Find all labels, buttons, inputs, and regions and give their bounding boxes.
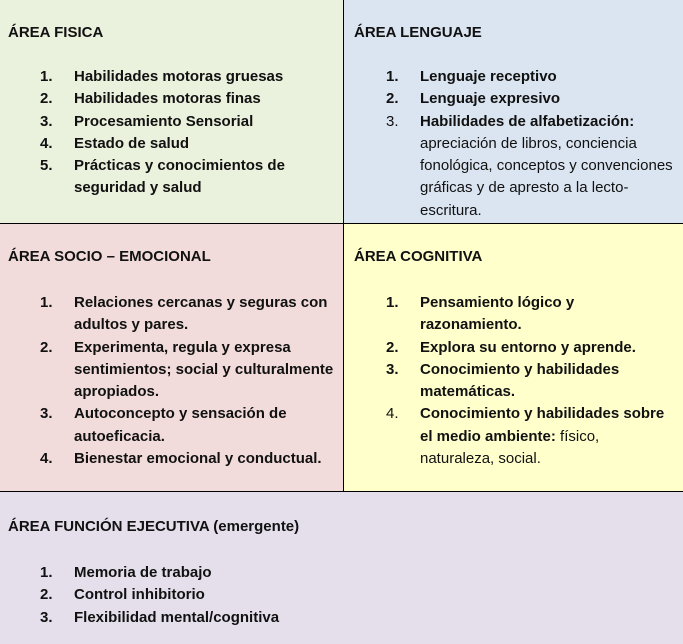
item-text: Conocimiento y habilidades matemáticas. xyxy=(420,360,620,401)
list-item xyxy=(354,66,675,88)
item-text-detail: físico, naturaleza, social. xyxy=(420,427,600,468)
item-number: 1. xyxy=(386,68,399,85)
area-funcion-ejecutiva-cell xyxy=(0,492,683,644)
item-text: Autoconcepto y sensación de autoeficacia. xyxy=(74,405,287,445)
list-item xyxy=(8,337,335,404)
item-number: 2. xyxy=(386,338,399,356)
item-number: 3. xyxy=(40,112,53,130)
area-lenguaje-list xyxy=(354,66,675,222)
list-item xyxy=(354,359,675,404)
item-number: 4. xyxy=(386,405,399,423)
item-number: 4. xyxy=(40,450,53,468)
area-socio-emocional-cell xyxy=(0,224,344,492)
list-item xyxy=(8,584,675,606)
item-number: 5. xyxy=(40,157,53,175)
item-number: 2. xyxy=(40,338,53,356)
list-item xyxy=(8,562,675,584)
item-text-detail: apreciación de libros, conciencia fonológica, conceptos y convenciones gráficas y de apresto a la lecto-escritura. xyxy=(420,134,673,219)
area-cognitiva-list xyxy=(354,292,675,470)
item-text: Memoria de trabajo xyxy=(74,564,212,581)
area-lenguaje-cell xyxy=(344,0,683,224)
area-lenguaje-title: ÁREA LENGUAJE xyxy=(354,24,482,41)
item-number: 1. xyxy=(40,564,53,581)
item-text: Bienestar emocional y conductual. xyxy=(74,450,322,468)
list-item xyxy=(354,292,675,337)
item-number: 1. xyxy=(40,68,53,85)
item-text: Prácticas y conocimientos de seguridad y salud xyxy=(74,157,285,197)
list-item xyxy=(354,337,675,359)
list-item xyxy=(354,111,675,222)
list-item xyxy=(354,88,675,110)
item-text: Estado de salud xyxy=(74,134,190,152)
item-text: Habilidades de alfabetización: xyxy=(420,112,635,130)
list-item xyxy=(8,155,335,200)
list-item xyxy=(8,88,335,110)
list-item xyxy=(354,403,675,470)
item-text: Habilidades motoras gruesas xyxy=(74,68,284,85)
list-item xyxy=(8,448,335,470)
item-number: 4. xyxy=(40,134,53,152)
item-text: Pensamiento lógico y razonamiento. xyxy=(420,294,575,334)
item-number: 3. xyxy=(386,360,399,378)
item-number: 3. xyxy=(386,112,399,130)
list-item xyxy=(8,403,335,448)
item-number: 2. xyxy=(40,90,53,108)
list-item xyxy=(8,111,335,133)
list-item xyxy=(8,607,675,629)
area-funcion-ejecutiva-title: ÁREA FUNCIÓN EJECUTIVA (emergente) xyxy=(8,518,300,535)
item-text: Explora su entorno y aprende. xyxy=(420,338,636,356)
item-text: Habilidades motoras finas xyxy=(74,90,261,108)
item-text: Conocimiento y habilidades sobre el medio ambiente: xyxy=(420,405,665,445)
item-number: 2. xyxy=(40,586,53,604)
list-item xyxy=(8,292,335,337)
area-socio-emocional-list xyxy=(8,292,335,470)
area-socio-emocional-title: ÁREA SOCIO – EMOCIONAL xyxy=(8,248,211,265)
item-number: 3. xyxy=(40,608,53,626)
item-text: Lenguaje expresivo xyxy=(420,90,561,108)
area-fisica-cell xyxy=(0,0,344,224)
item-text: Lenguaje receptivo xyxy=(420,68,557,85)
item-text: Flexibilidad mental/cognitiva xyxy=(74,608,280,626)
area-fisica-title: ÁREA FISICA xyxy=(8,24,104,41)
item-text: Experimenta, regula y expresa sentimientos; social y culturalmente apropiados. xyxy=(74,338,334,401)
area-fisica-list xyxy=(8,66,335,200)
item-text: Control inhibitorio xyxy=(74,586,205,604)
item-number: 1. xyxy=(40,294,53,311)
area-cognitiva-cell xyxy=(344,224,683,492)
list-item xyxy=(8,133,335,155)
item-number: 1. xyxy=(386,294,399,311)
area-cognitiva-title: ÁREA COGNITIVA xyxy=(354,248,483,265)
item-number: 3. xyxy=(40,405,53,423)
area-funcion-ejecutiva-list xyxy=(8,562,675,629)
item-number: 2. xyxy=(386,90,399,108)
item-text: Procesamiento Sensorial xyxy=(74,112,254,130)
item-text: Relaciones cercanas y seguras con adultos y pares. xyxy=(74,294,328,334)
list-item xyxy=(8,66,335,88)
